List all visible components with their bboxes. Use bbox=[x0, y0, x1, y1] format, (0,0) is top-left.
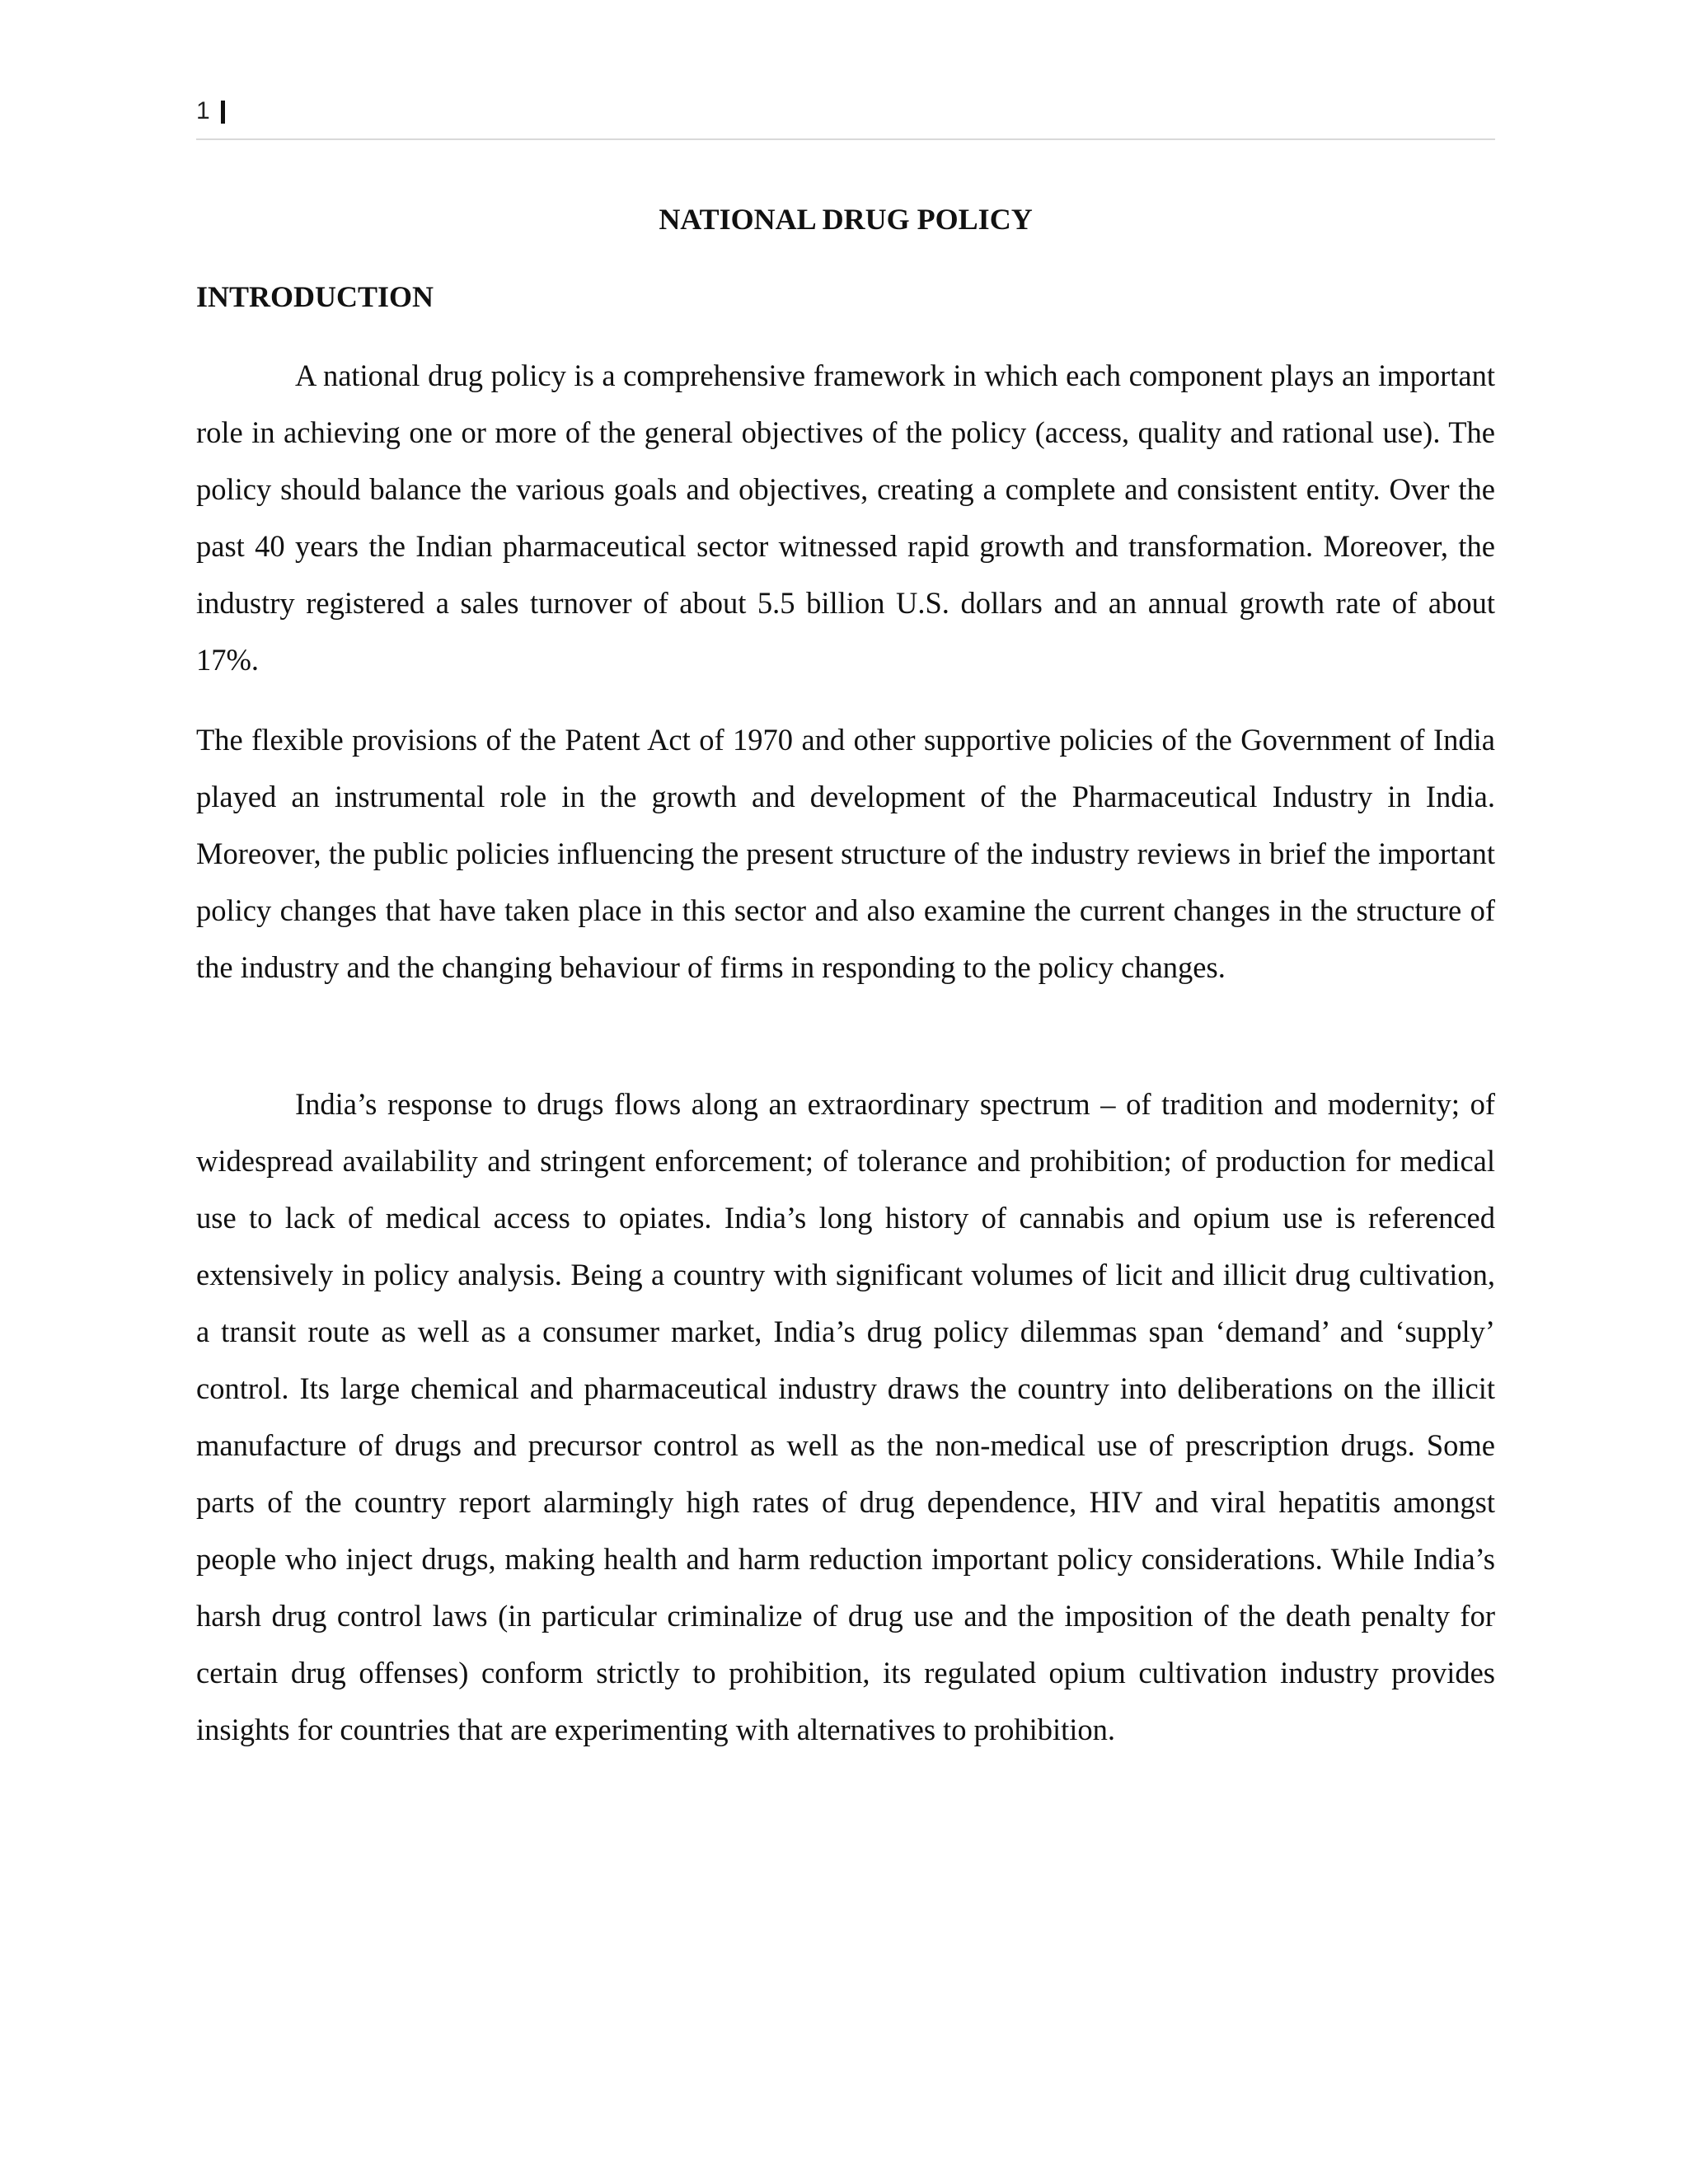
section-heading: INTRODUCTION bbox=[196, 280, 434, 313]
page-number-separator bbox=[221, 101, 225, 124]
paragraph-drug-response: India’s response to drugs flows along an extraordinary spectrum – of tradition and modernity; of widespread availability and stringent enforcement; of tolerance and prohibition; of production for medical use to lack of medical access to opiates. India’s long history of cannabis and opium use is referenced extensively in policy analysis. Being a country with significant volumes of licit and illicit drug cultivation, a transit route as well as a consumer market, India’s drug policy dilemmas span ‘demand’ and ‘supply’ control. Its large chemical and pharmaceutical industry draws the country into deliberations on the illicit manufacture of drugs and precursor control as well as the non-medical use of prescription drugs. Some parts of the country report alarmingly high rates of drug dependence, HIV and viral hepatitis amongst people who inject drugs, making health and harm reduction important policy considerations. While India’s harsh drug control laws (in particular criminalize of drug use and the imposition of the death penalty for certain drug offenses) conform strictly to prohibition, its regulated opium cultivation industry provides insights for countries that are experimenting with alternatives to prohibition. bbox=[196, 1087, 1495, 1746]
paragraph-patent-act: The flexible provisions of the Patent Act of 1970 and other supportive policies of the Government of India played an instrumental role in the growth and development of the Pharmaceutical Industry in India. Moreover, the public policies influencing the present structure of the industry reviews in brief the important policy changes that have taken place in this sector and also examine the current changes in the structure of the industry and the changing behaviour of firms in responding to the policy changes. bbox=[196, 723, 1495, 984]
paragraph-intro: A national drug policy is a comprehensive framework in which each component plays an important role in achieving one or more of the general objectives of the policy (access, quality and rational use). The policy should balance the various goals and objectives, creating a complete and consistent entity. Over the past 40 years the Indian pharmaceutical sector witnessed rapid growth and transformation. Moreover, the industry registered a sales turnover of about 5.5 billion U.S. dollars and an annual growth rate of about 17%. bbox=[196, 359, 1495, 677]
page-number: 1 bbox=[196, 97, 210, 124]
document-title: NATIONAL DRUG POLICY bbox=[659, 203, 1033, 236]
page-header bbox=[196, 97, 1495, 140]
